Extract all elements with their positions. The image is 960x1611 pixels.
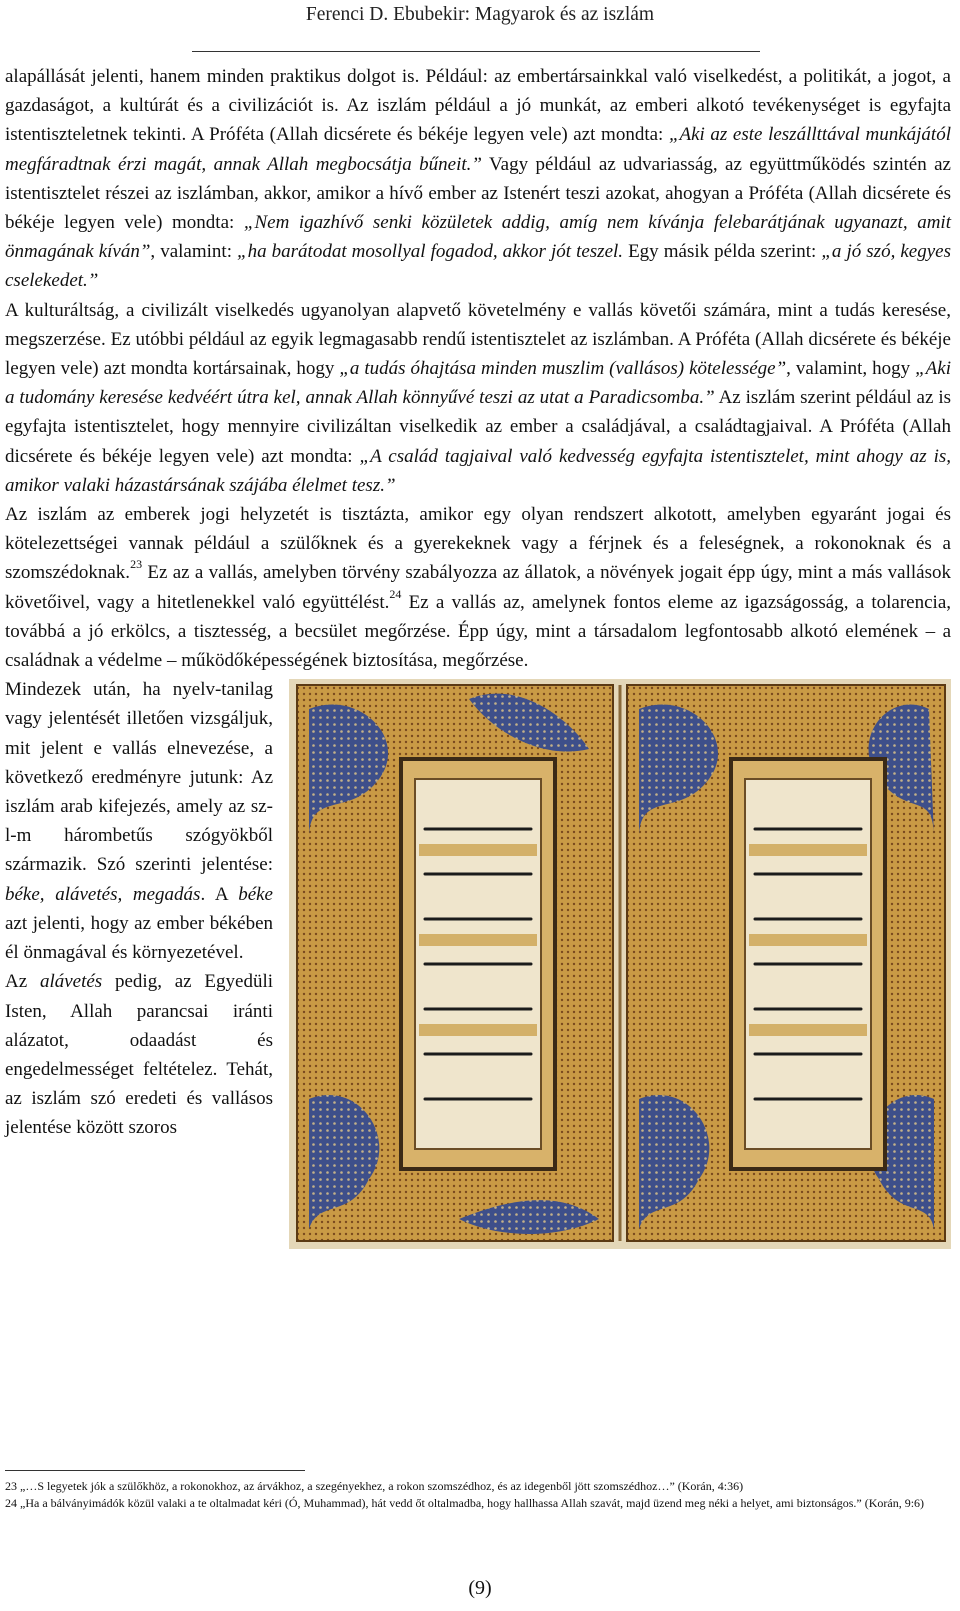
quote: „ha barátodat mosollyal fogadod, akkor jót teszel. [237,241,624,263]
text-run: Ez a vallás az, amelynek fontos eleme az igazságosság, a tolarencia, továbbá a jó erkölcs, a tisztesség, a becsület megőrzése. Épp úgy, mint a társadalom legfontosabb alkotó elemének – a családnak a védelme – működőképességének biztosítása, megőrzése. [5,591,952,672]
text-run: , valamint: [150,241,238,263]
paragraph-3 [5,500,951,675]
paragraph-2 [5,296,951,500]
text-run: , valamint, hogy [786,358,916,380]
footnotes [5,1478,935,1512]
figure-wrap-zone [5,675,951,1249]
text-run: Vagy például az udvariasság, az együttműködés szintén az istentisztelet részei az iszlámban, akkor, amikor a hívő ember az Istenért teszi azokat, ahogyan a Próféta (Allah dicsérete és békéje legyen vele) mondta: [5,153,951,234]
paragraph-1 [5,62,951,296]
header-rule [192,51,760,52]
quote: „A család tagjaival való kedvesség egyfajta istentisztelet, mint ahogy az is, amikor valaki házastársának szájába élelmet tesz.” [5,445,951,496]
quote: „a jó szó, kegyes cselekedet.” [5,241,951,292]
footnote-ref-23[interactable]: 23 [130,557,143,572]
emphasis: béke, alávetés, megadás [5,883,201,905]
text-run: Az iszlám szerint például az is egyfajta istentisztelet, hogy mennyire civilizáltan viselkedik az ember a családjával, a családtagjaival. A Próféta (Allah dicsérete és békéje legyen vele) azt mondta: [5,387,952,467]
footnote-rule [5,1470,305,1471]
running-header: Ferenci D. Ebubekir: Magyarok és az iszlám [305,4,655,25]
quote: „Aki a tudomány keresése kedvéért útra kel, annak Allah könnyűvé teszi az utat a Paradicsomba.” [5,358,951,409]
text-run: Ez az a vallás, amelyben törvény szabályozza az állatok, a növények jogait épp úgy, mint a más vallások követőivel, vagy a hitetlenekkel való együttélést. [5,562,951,613]
manuscript-illumination-image [289,679,951,1249]
text-run: alapállását jelenti, hanem minden praktikus dolgot is. Például: az embertársainkkal való viselkedést, a politikát, a jogot, a gazdaságot, a kultúrát és a civilizációt is. Az iszlám például a jó munkát, az emberi alkotó tevékenységet is egyfajta istentiszteletnek tekinti. A Próféta (Allah dicsérete és békéje legyen vele) azt mondta: [5,66,951,146]
text-run: A kulturáltság, a civilizált viselkedés ugyanolyan alapvető követelmény e vallás követői számára, mint a tudás keresése, megszerzése. Ez utóbbi például az egyik legmagasabb rendű istentisztelet az iszlámban. A Próféta (Allah dicsérete és békéje legyen vele) azt mondta kortársainak, hogy [5,299,951,380]
text-run: Az [5,971,40,993]
text-run: Egy másik példa szerint: [623,241,822,263]
emphasis: alávetés [39,971,103,993]
text-run: pedig, az Egyedüli Isten, Allah parancsai iránti alázatot, odaadást és engedelmességet feltételez. Tehát, az iszlám szó eredeti és vallásos jelentése között szoros [5,971,273,1139]
page-number: (9) [468,1577,492,1599]
quote: „a tudás óhajtása minden muszlim (vallásos) kötelessége” [339,358,787,380]
text-run: Mindezek után, ha nyelv-tanilag vagy jelentését illetően vizsgáljuk, mit jelent e vallás elnevezése, a következő eredményre jutunk: Az iszlám arab kifejezés, amely az sz-l-m hárombetűs szógyökből származik. Szó szerinti jelentése: [5,679,273,876]
footnote-24: 24 „Ha a bálványimádók közül valaki a te oltalmadat kéri (Ó, Muhammad), hát vedd őt oltalmadba, hogy hallhassa Allah szavát, majd üzend meg néki a helyet, ami biztonságos.” (Korán, 9:6) [5,1496,925,1510]
body-text [5,62,951,1249]
emphasis: béke [238,883,273,905]
footnote-ref-24[interactable]: 24 [389,586,402,601]
text-run: . A [200,883,239,905]
quote: „Nem igazhívő senki közületek addig, amíg nem kívánja felebarátjának ugyanazt, amit önmagának kíván” [5,212,951,263]
quote: „Aki az este leszállttával munkájától megfáradtnak érzi magát, annak Allah megbocsátja bűneit.” [5,124,951,175]
text-run: Az iszlám az emberek jogi helyzetét is tisztázta, amikor egy olyan rendszert alkotott, amelyben egyaránt jogai és kötelezettségei vannak például a szülőknek és a gyerekeknek vagy a férjnek és a feleségnek, a rokonoknak és a szomszédoknak. [5,504,951,584]
text-run: azt jelenti, hogy az ember békében él önmagával és környezetével. [5,912,273,964]
footnote-23: 23 „…S legyetek jók a szülőkhöz, a rokonokhoz, az árvákhoz, a szegényekhez, a rokon szomszédhoz, és az idegenből jött szomszédhoz…” (Korán, 4:36) [5,1479,744,1493]
